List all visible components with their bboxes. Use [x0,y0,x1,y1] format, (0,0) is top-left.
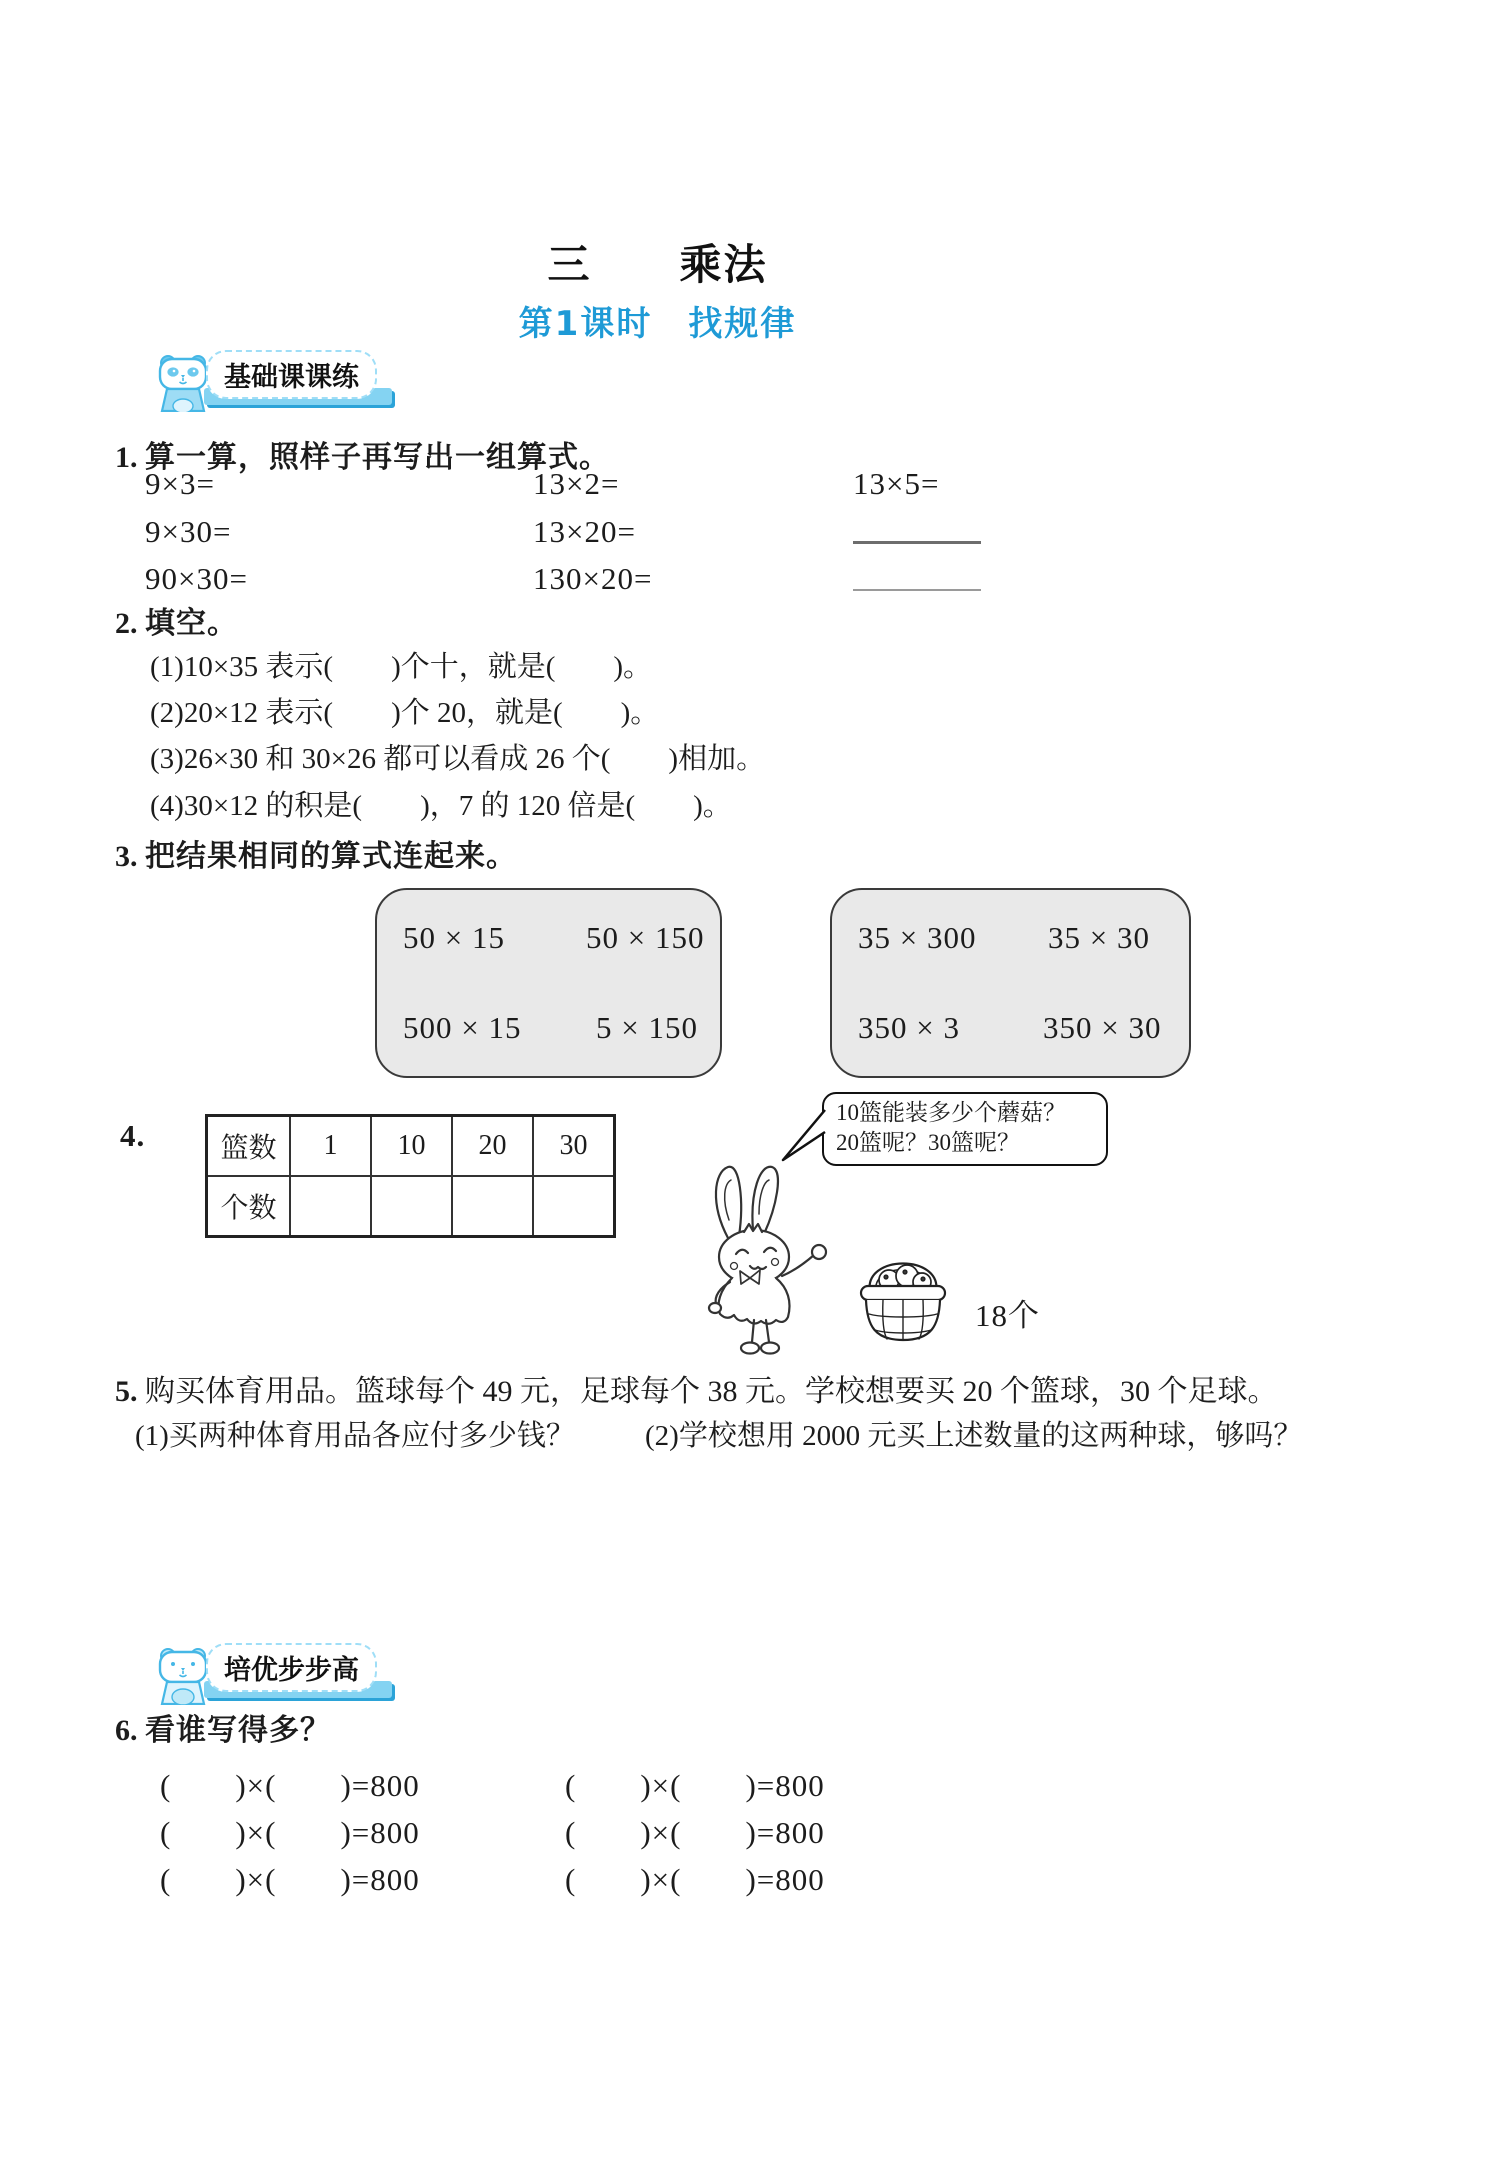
q6-blank-expression: ( )×( )=800 [160,1768,420,1803]
speech-line: 10篮能装多少个蘑菇？ [836,1100,1066,1125]
q3-expression: 5 × 150 [596,1010,698,1045]
q5-heading [115,1366,1278,1410]
q5-text: 购买体育用品。篮球每个 49 元，足球每个 38 元。学校想要买 20 个篮球，30 个足球。 [145,1375,1278,1408]
q3-heading [115,831,517,875]
badge-label: 培优步步高 [206,1643,377,1692]
table-cell-empty [290,1176,371,1237]
table-header-baskets: 篮数 [207,1116,291,1177]
table-cell-empty [533,1176,615,1237]
speech-bubble [822,1092,1108,1166]
q1-expression: 9×30= [145,514,232,549]
q1-expression: 90×30= [145,561,248,596]
q4-table [205,1114,616,1238]
q6-blank-expression: ( )×( )=800 [565,1862,825,1897]
table-cell: 10 [371,1116,452,1177]
q6-text: 看谁写得多？ [145,1713,331,1748]
q1-text: 算一算，照样子再写出一组算式。 [145,440,610,475]
speech-bubble-tail [778,1104,828,1166]
q2-text: 填空。 [145,606,238,641]
q1-expression: 9×3= [145,466,215,501]
table-cell-empty [452,1176,533,1237]
panda-bear-icon [158,1647,208,1705]
q5-item: (2)学校想用 2000 元买上述数量的这两种球，够吗？ [645,1420,1303,1452]
answer-underline [853,589,981,591]
q1-expression: 13×2= [533,466,620,501]
mushroom-basket-illustration [853,1238,953,1348]
table-row [207,1176,615,1237]
q6-blank-expression: ( )×( )=800 [565,1768,825,1803]
speech-line: 20篮呢？30篮呢？ [836,1130,1020,1155]
q3-expression: 350 × 30 [1043,1010,1162,1045]
panda-bear-icon [158,354,208,412]
section-badge-advanced [158,1645,458,1707]
q6-heading [115,1705,331,1749]
q3-expression: 500 × 15 [403,1010,522,1045]
rabbit-illustration [698,1158,848,1363]
section-badge-basic [158,352,458,414]
badge-label: 基础课课练 [206,350,377,399]
q3-expression: 35 × 300 [858,920,977,955]
q6-number: 6. [115,1714,138,1747]
q2-item: (4)30×12 的积是( )，7 的 120 倍是( )。 [150,790,732,822]
q1-expression: 130×20= [533,561,653,596]
q6-blank-expression: ( )×( )=800 [160,1815,420,1850]
q5-item: (1)买两种体育用品各应付多少钱？ [135,1420,575,1452]
q3-expression: 50 × 15 [403,920,505,955]
basket-count-label: 18个 [975,1298,1040,1333]
page-subtitle: 第1课时 找规律 [518,304,797,344]
table-cell-empty [371,1176,452,1237]
table-row [207,1116,615,1177]
q5-number: 5. [115,1375,138,1408]
table-cell: 20 [452,1116,533,1177]
q3-expression-box-left [375,888,722,1078]
q4-number: 4. [120,1118,146,1153]
q3-number: 3. [115,840,138,873]
q6-blank-expression: ( )×( )=800 [565,1815,825,1850]
q3-expression: 35 × 30 [1048,920,1150,955]
q1-expression: 13×5= [853,466,940,501]
table-cell: 30 [533,1116,615,1177]
q3-expression: 50 × 150 [586,920,705,955]
table-header-pieces: 个数 [207,1176,291,1237]
q2-number: 2. [115,607,138,640]
q6-blank-expression: ( )×( )=800 [160,1862,420,1897]
page-title: 三 乘法 [547,240,768,289]
q1-number: 1. [115,441,138,474]
q3-expression-box-right [830,888,1191,1078]
q3-text: 把结果相同的算式连起来。 [145,839,517,874]
table-cell: 1 [290,1116,371,1177]
q2-item: (3)26×30 和 30×26 都可以看成 26 个( )相加。 [150,743,766,775]
answer-underline [853,541,981,544]
q2-heading [115,598,238,642]
q2-item: (2)20×12 表示( )个 20，就是( )。 [150,697,660,729]
q2-item: (1)10×35 表示( )个十，就是( )。 [150,651,653,683]
q1-expression: 13×20= [533,514,636,549]
q3-expression: 350 × 3 [858,1010,960,1045]
